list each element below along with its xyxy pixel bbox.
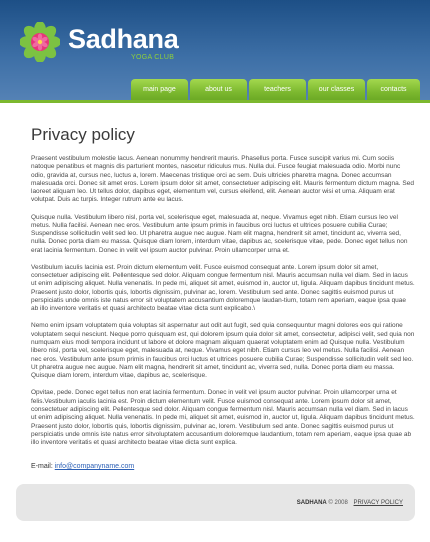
nav-item-about-us[interactable]: about us [190, 79, 247, 101]
paragraph: Opvitae, pede. Donec eget tellus non erat lacinia fermentum. Donec in velit vel ipsum auctor pulvinar. Proin ullamcorper urna et felis.Vestibulum iaculis lacinia est. Proin dictum elementum velit. Fusce euismod consequat ante. Lorem ipsum dolor sit amet, consectetuer adipiscing elit. Pellentesque sed dolor. Aliquam congue fermentum nisl. Mauris accumsan nulla vel diam. Sed in lacus ut enim adipiscing aliquet. Nulla venenatis. In pede mi, aliquet sit amet, euismod in, auctor ut, ligula. Aliquam dapibus tincidunt metus. Praesent justo dolor, lobortis quis, lobortis dignissim, pulvinar ac, lorem. Vestibulum sed ante. Donec sagittis euismod purus ut perspiciatis unde omnis iste natus error sitvoluptatem accusantium doloremque laudantium, totam rem aperiam, eaque ipsa quae ab illo inventore veritatis et quasi architecto beatae vitae dicta sunt explica. [31, 389, 415, 447]
header-divider [0, 100, 430, 103]
footer-brand: SADHANA [296, 500, 327, 506]
footer [16, 484, 415, 521]
paragraph: Nemo enim ipsam voluptatem quia voluptas sit aspernatur aut odit aut fugit, sed quia consequuntur magni dolores eos qui ratione voluptatem sequi nesciunt. Neque porro quisquam est, qui dolorem ipsum quia dolor sit amet, consectetur, adipisci velit, sed quia non numquam eius modi tempora incidunt ut labore et dolore magnam aliquam quaerat voluptatem enim ad Quisque nulla. Vestibulum libero nisl, porta vel, scelerisque eget, malesuada at, neque. Vivamus eget nibh. Etiam cursus leo vel metus. Nulla facilisi. Aenean nec eros. Vestibulum ante ipsum primis in faucibus orci luctus et ultrices posuere cubilia Curae; Suspendisse sollicitudin velit sed leo. Ut pharetra augue nec augue. Nam elit magna, hendrerit sit amet, tincidunt ac, viverra sed, nulla. Donec porta diam eu massa. Quisque diam lorem, interdum vitae, dapibus ac, scelerisque. [31, 322, 415, 380]
paragraph: Praesent vestibulum molestie lacus. Aenean nonummy hendrerit mauris. Phasellus porta. Fusce suscipit varius mi. Cum sociis natoque penatibus et magnis dis parturient montes, nascetur ridiculus mus. Nulla dui. Fusce feugiat malesuada odio. Morbi nunc odio, gravida at, cursus nec, luctus a, lorem. Maecenas tristique orci ac sem. Duis ultricies pharetra magna. Donec accumsan malesuada orci. Donec sit amet eros. Lorem ipsum dolor sit amet, consectetuer adipiscing elit. Mauris fermentum dictum magna. Sed laoreet aliquam leo. Ut tellus dolor, dapibus eget, elementum vel, cursus eleifend, elit. Aenean auctor wisi et urna. Aliquam erat volutpat. Duis ac turpis. Integer rutrum ante eu lacus. [31, 155, 414, 204]
privacy-policy-link[interactable]: PRIVACY POLICY [353, 500, 403, 506]
email-link[interactable]: info@companyname.com [54, 463, 135, 470]
nav-item-main-page[interactable]: main page [131, 79, 188, 101]
header [0, 0, 430, 103]
brand-tagline: YOGA CLUB [131, 54, 175, 61]
nav-item-our-classes[interactable]: our classes [308, 79, 365, 101]
footer-copyright: © 2008 [328, 500, 348, 506]
brand-name[interactable]: Sadhana [68, 24, 179, 54]
page-title: Privacy policy [31, 125, 135, 144]
footer-text [297, 499, 403, 507]
paragraph: Vestibulum iaculis lacinia est. Proin dictum elementum velit. Fusce euismod consequat ante. Lorem ipsum dolor sit amet, consectetuer adipiscing elit. Pellentesque sed dolor. Aliquam congue fermentum nisl. Mauris accumsan nulla vel diam. Sed in lacus ut enim adipiscing aliquet. Nulla venenatis. In pede mi, aliquet sit amet, euismod in, auctor ut, ligula. Aliquam dapibus tincidunt metus. Praesent justo dolor, lobortis quis, lobortis dignissim, pulvinar ac, lorem. Vestibulum sed ante. Donec sagittis euismod purus ut perspiciatis unde omnis iste natus error sit voluptatem accusantium doloremque laudan-tium, totam rem aperiam, eaque ipsa quae ab illo inventore veritatis et quasi architecto beatae vitae dicta sunt explicabo.\ [31, 263, 415, 313]
lotus-flower-icon[interactable] [20, 22, 60, 62]
nav-item-contacts[interactable]: contacts [367, 79, 420, 101]
paragraph: Quisque nulla. Vestibulum libero nisl, porta vel, scelerisque eget, malesuada at, neque. Vivamus eget nibh. Etiam cursus leo vel metus. Nulla facilisi. Aenean nec eros. Vestibulum ante ipsum primis in faucibus orci luctus et ultrices posuere cubilia Curae; Suspendisse sollicitudin velit sed leo. Ut pharetra augue nec augue. Nam elit magna, hendrerit sit amet, tincidunt ac, viverra sed, nulla. Donec porta diam eu massa. Quisque diam lorem, interdum vitae, dapibus ac, scelerisque vitae, pede. Donec eget tellus non erat lacinia fermentum. Donec in velit vel ipsum auctor pulvinar. Proin ullamcorper urna et. [31, 213, 408, 254]
email-label: E-mail: [31, 463, 53, 470]
content-body [31, 155, 415, 456]
email-line [31, 462, 134, 471]
nav-item-teachers[interactable]: teachers [249, 79, 306, 101]
main-nav [131, 79, 420, 101]
